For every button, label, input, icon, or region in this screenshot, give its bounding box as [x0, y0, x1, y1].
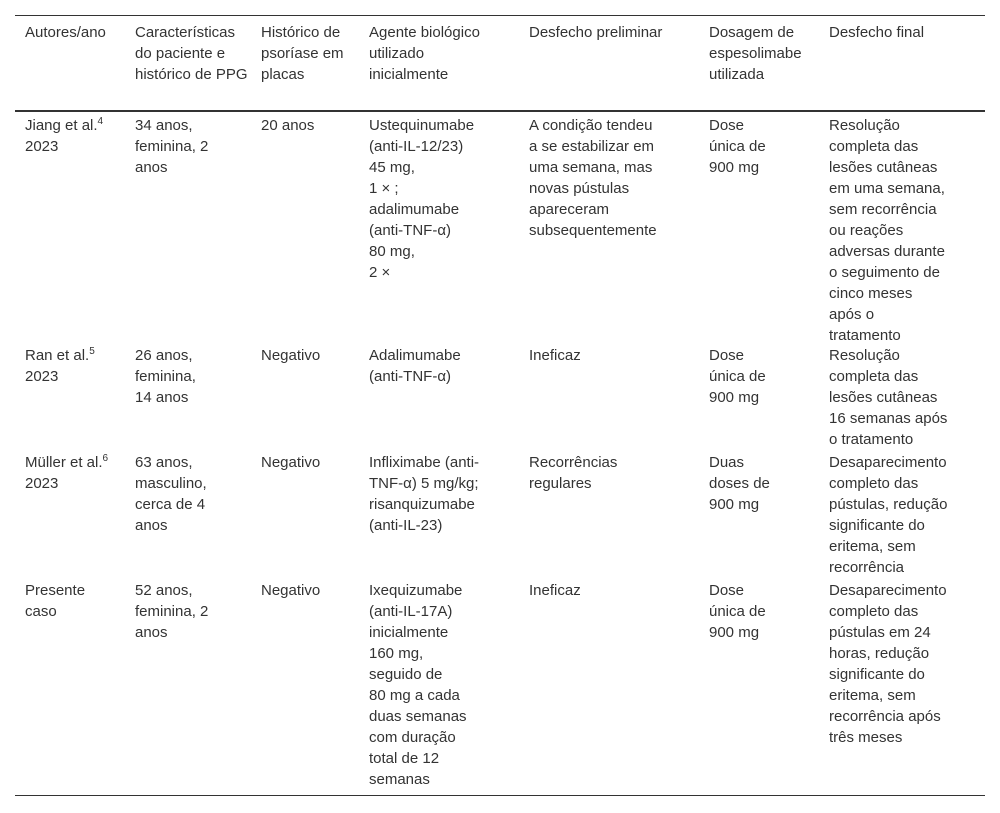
cell-agent: Ixequizumabe (anti-IL-17A) inicialmente 160 mg, seguido de 80 mg a cada duas semanas com duração total de 12 semanas	[369, 582, 467, 788]
cell-author: Müller et al.$^6$ 2023	[25, 453, 109, 492]
table-header-row	[15, 16, 985, 110]
cell-dosage: Duas doses de 900 mg	[709, 454, 770, 513]
cell-patient: 52 anos, feminina, 2 anos	[135, 582, 209, 641]
table-bottom-rule	[15, 795, 985, 796]
header-final: Desfecho final	[829, 24, 925, 41]
table-row	[15, 112, 985, 345]
table-row	[15, 345, 985, 452]
cell-author: Ran et al.$^5$ 2023	[25, 346, 95, 385]
cell-author: Presente caso	[25, 582, 86, 620]
header-dosage: Dosagem de espesolimabe utilizada	[709, 24, 802, 83]
cell-agent: Infliximabe (anti- TNF-α) 5 mg/kg; risanquizumabe (anti-IL-23)	[369, 454, 480, 534]
cell-patient: 63 anos, masculino, cerca de 4 anos	[135, 454, 207, 534]
header-authors: Autores/ano	[25, 24, 106, 41]
cell-agent: Adalimumabe (anti-TNF-α)	[369, 347, 461, 385]
comparison-table	[15, 15, 985, 796]
table-row	[15, 452, 985, 580]
header-patient: Características do paciente e histórico de PPG	[135, 24, 248, 83]
cell-final: Desaparecimento completo das pústulas em 24 horas, redução significante do eritema, sem recorrência após três meses	[829, 582, 947, 746]
cell-psoriasis: Negativo	[261, 347, 321, 364]
cell-preliminary: Ineficaz	[529, 582, 581, 599]
table-row	[15, 580, 985, 795]
cell-final: Desaparecimento completo das pústulas, redução significante do eritema, sem recorrência	[829, 454, 948, 576]
cell-agent: Ustequinumabe (anti-IL-12/23) 45 mg, 1 × ; adalimumabe (anti-TNF-α) 80 mg, 2 ×	[369, 117, 475, 281]
cell-dosage: Dose única de 900 mg	[709, 117, 766, 176]
cell-final: Resolução completa das lesões cutâneas 16 semanas após o tratamento	[829, 347, 948, 448]
header-agent: Agente biológico utilizado inicialmente	[369, 24, 480, 83]
cell-psoriasis: 20 anos	[261, 117, 315, 134]
cell-dosage: Dose única de 900 mg	[709, 582, 766, 641]
cell-patient: 26 anos, feminina, 14 anos	[135, 347, 196, 406]
cell-author: Jiang et al.$^4$ 2023	[25, 116, 104, 155]
cell-psoriasis: Negativo	[261, 454, 321, 471]
cell-final: Resolução completa das lesões cutâneas em uma semana, sem recorrência ou reações adversas durante o seguimento de cinco meses após o tratamento	[829, 117, 945, 344]
cell-psoriasis: Negativo	[261, 582, 321, 599]
cell-patient: 34 anos, feminina, 2 anos	[135, 117, 209, 176]
header-preliminary: Desfecho preliminar	[529, 24, 663, 41]
cell-preliminary: Ineficaz	[529, 347, 581, 364]
cell-preliminary: Recorrências regulares	[529, 454, 618, 492]
cell-preliminary: A condição tendeu a se estabilizar em uma semana, mas novas pústulas apareceram subsequentemente	[529, 117, 657, 239]
header-psoriasis: Histórico de psoríase em placas	[261, 24, 344, 83]
cell-dosage: Dose única de 900 mg	[709, 347, 766, 406]
